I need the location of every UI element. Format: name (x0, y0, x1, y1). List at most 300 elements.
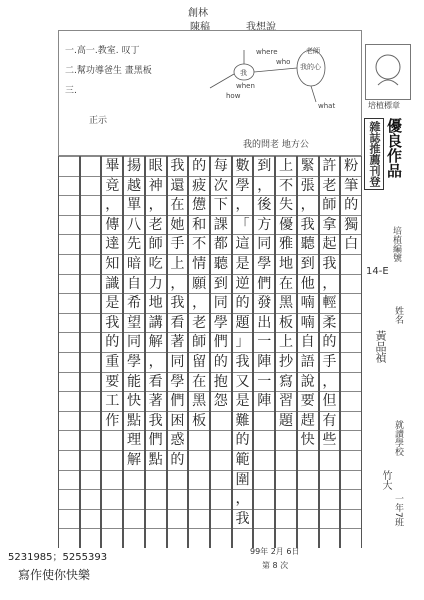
grid-cell: 我 (168, 293, 188, 313)
grid-cell: 方 (254, 215, 274, 235)
grid-cell: 是 (102, 293, 122, 313)
grid-cell: 板 (276, 313, 296, 333)
grid-cell: 題 (276, 411, 296, 431)
grid-cell: ， (146, 195, 166, 215)
grid-cell: 些 (320, 430, 340, 450)
grid-cell: 上 (276, 156, 296, 176)
grid-cell: 出 (254, 313, 274, 333)
grid-cell (81, 352, 101, 372)
grid-cell (81, 509, 101, 529)
grid-cell: 我 (233, 509, 253, 529)
grid-cell (81, 430, 101, 450)
grid-cell: 難 (233, 411, 253, 431)
grid-cell: 能 (124, 372, 144, 392)
grid-cell: 聽 (298, 234, 318, 254)
grid-cell: 不 (189, 234, 209, 254)
grid-cell: 作 (102, 411, 122, 431)
mind-map-word: 我 (240, 69, 247, 77)
grid-cell (59, 528, 79, 548)
grid-column (58, 156, 80, 548)
grid-cell: 圍 (233, 470, 253, 490)
grid-cell (59, 450, 79, 470)
grid-cell (81, 313, 101, 333)
grid-cell: ， (320, 274, 340, 294)
grid-cell (81, 215, 101, 235)
grid-cell (102, 528, 122, 548)
grid-cell: 寫 (276, 372, 296, 392)
grid-cell: ， (146, 352, 166, 372)
grid-cell: 識 (102, 274, 122, 294)
outline-aside: 正示 (89, 116, 108, 126)
grid-cell (81, 234, 101, 254)
student-number: 14-E (366, 266, 389, 277)
grid-cell: 同 (124, 332, 144, 352)
grid-cell: 但 (320, 391, 340, 411)
grid-cell (298, 509, 318, 529)
grid-cell (341, 254, 361, 274)
grid-cell: ， (233, 195, 253, 215)
grid-cell (298, 470, 318, 490)
grid-cell: 老 (146, 215, 166, 235)
grid-cell (254, 509, 274, 529)
grid-cell: 一 (254, 372, 274, 392)
grid-cell (81, 195, 101, 215)
grid-cell: 快 (298, 430, 318, 450)
grid-cell (320, 470, 340, 490)
grid-cell: 眼 (146, 156, 166, 176)
grid-cell: ， (298, 195, 318, 215)
grid-cell: 獨 (341, 215, 361, 235)
footer-date: 99年 2月 6日 (250, 547, 300, 556)
grid-cell (59, 430, 79, 450)
grid-cell: ， (254, 176, 274, 196)
grid-cell: ， (168, 274, 188, 294)
grid-cell (59, 332, 79, 352)
grid-cell: 同 (168, 352, 188, 372)
grid-cell (81, 528, 101, 548)
grid-cell: 的 (320, 332, 340, 352)
grid-cell (59, 313, 79, 333)
grid-cell (81, 450, 101, 470)
grid-cell (189, 489, 209, 509)
grid-cell: 在 (168, 195, 188, 215)
grid-cell: 看 (146, 372, 166, 392)
grid-cell (298, 489, 318, 509)
grid-cell: 自 (124, 274, 144, 294)
grid-column (210, 156, 232, 548)
grid-cell (341, 352, 361, 372)
grid-cell: 傳 (102, 215, 122, 235)
grid-cell: 她 (168, 215, 188, 235)
grid-cell (81, 391, 101, 411)
grid-cell: 看 (168, 313, 188, 333)
grid-cell: 張 (298, 176, 318, 196)
stamp-box (365, 44, 411, 100)
grid-cell: 上 (168, 254, 188, 274)
grid-cell: 達 (102, 234, 122, 254)
grid-cell: 的 (233, 293, 253, 313)
grid-column (275, 156, 297, 548)
grid-cell (341, 391, 361, 411)
grid-column (319, 156, 341, 548)
grid-cell: 他 (298, 274, 318, 294)
grid-cell (211, 411, 231, 431)
school-value: 竹大 (380, 470, 391, 490)
grid-cell: 知 (102, 254, 122, 274)
grid-cell (59, 372, 79, 392)
grid-cell: 」 (233, 332, 253, 352)
grid-cell (59, 293, 79, 313)
grid-cell: 陣 (254, 352, 274, 372)
grid-cell: 發 (254, 293, 274, 313)
grid-cell: 們 (211, 332, 231, 352)
grid-cell: 重 (102, 352, 122, 372)
grid-cell (59, 274, 79, 294)
grid-cell: 黑 (276, 293, 296, 313)
grid-cell (81, 156, 101, 176)
grid-cell: 陣 (254, 391, 274, 411)
mind-map-word: who (276, 58, 291, 66)
outline-bottom-note: 我的問老 地方公 (243, 140, 309, 150)
grid-cell: 我 (298, 215, 318, 235)
grid-cell (254, 450, 274, 470)
grid-cell (81, 274, 101, 294)
grid-cell: 師 (146, 234, 166, 254)
grid-cell (59, 411, 79, 431)
name-value: 黃品禎 (374, 330, 387, 363)
grid-cell (81, 489, 101, 509)
grid-cell: 學 (124, 352, 144, 372)
grid-cell (102, 509, 122, 529)
grid-cell: 神 (146, 176, 166, 196)
grid-cell: 理 (124, 430, 144, 450)
grid-cell: 語 (298, 352, 318, 372)
grid-cell (341, 274, 361, 294)
grid-cell: 願 (189, 274, 209, 294)
grid-cell: ， (189, 293, 209, 313)
grid-cell: 我 (168, 156, 188, 176)
grid-cell: 許 (320, 156, 340, 176)
grid-cell (189, 528, 209, 548)
grid-cell (341, 450, 361, 470)
grid-cell (298, 528, 318, 548)
grid-cell (254, 411, 274, 431)
grid-cell: 我 (320, 254, 340, 274)
grid-cell: 還 (168, 176, 188, 196)
grid-cell (168, 470, 188, 490)
grid-cell (59, 489, 79, 509)
grid-cell: 老 (189, 313, 209, 333)
grid-cell (320, 489, 340, 509)
grid-cell: 下 (211, 195, 231, 215)
award-title: 優良作品 (385, 118, 403, 178)
grid-cell (341, 489, 361, 509)
grid-cell: 同 (254, 234, 274, 254)
grid-cell: 困 (168, 411, 188, 431)
grid-cell: 解 (146, 332, 166, 352)
grid-cell: 優 (276, 215, 296, 235)
grid-cell (276, 470, 296, 490)
grid-cell: 輕 (320, 293, 340, 313)
grid-cell: 範 (233, 450, 253, 470)
grid-cell: 師 (320, 195, 340, 215)
grid-cell: 後 (254, 195, 274, 215)
grid-cell: 喃 (298, 293, 318, 313)
mind-map-word: where (256, 48, 278, 56)
grid-cell (102, 450, 122, 470)
grid-cell: 同 (211, 293, 231, 313)
grid-cell (189, 430, 209, 450)
grid-cell: 疲 (189, 176, 209, 196)
grid-cell: 拿 (320, 215, 340, 235)
grid-cell: 著 (168, 332, 188, 352)
grid-cell (81, 332, 101, 352)
grid-cell (276, 509, 296, 529)
grid-cell: 都 (211, 234, 231, 254)
grid-cell: 的 (211, 352, 231, 372)
mind-map-word: 我的心 (300, 63, 321, 71)
grid-cell (146, 528, 166, 548)
grid-cell: 一 (254, 332, 274, 352)
grid-cell: 力 (146, 274, 166, 294)
grid-cell (341, 332, 361, 352)
grid-cell (211, 528, 231, 548)
grid-cell: 地 (276, 254, 296, 274)
grid-cell: 情 (189, 254, 209, 274)
grid-cell (81, 411, 101, 431)
grid-cell: 快 (124, 391, 144, 411)
grid-cell (320, 509, 340, 529)
grid-cell (211, 470, 231, 490)
grid-cell (124, 528, 144, 548)
grid-cell: 在 (276, 274, 296, 294)
grade-value: 一年7班 (393, 494, 403, 527)
grid-cell: 的 (189, 156, 209, 176)
grid-cell (81, 176, 101, 196)
grid-cell (298, 450, 318, 470)
grid-cell: 學 (233, 176, 253, 196)
grid-cell: 次 (211, 176, 231, 196)
grid-cell: 白 (341, 234, 361, 254)
grid-cell (189, 450, 209, 470)
grid-cell (168, 489, 188, 509)
grid-cell (341, 430, 361, 450)
grid-cell: 希 (124, 293, 144, 313)
grid-cell: 課 (211, 215, 231, 235)
grid-cell (254, 470, 274, 490)
grid-cell: 到 (298, 254, 318, 274)
grid-cell: 要 (102, 372, 122, 392)
grid-cell: 粉 (341, 156, 361, 176)
grid-cell: 老 (320, 176, 340, 196)
grid-cell: 這 (233, 234, 253, 254)
grid-cell: 逆 (233, 274, 253, 294)
grid-cell: 到 (254, 156, 274, 176)
grid-cell (124, 509, 144, 529)
grid-cell (102, 470, 122, 490)
grid-cell (59, 254, 79, 274)
grid-cell: ， (102, 195, 122, 215)
grid-cell: 說 (298, 372, 318, 392)
grid-cell: 的 (233, 430, 253, 450)
mind-map (196, 40, 346, 120)
grid-cell (124, 489, 144, 509)
grid-column (188, 156, 210, 548)
grid-cell (276, 450, 296, 470)
outline-line-1: 一.高一.教室. 叹丁 (65, 46, 140, 56)
grid-cell (341, 528, 361, 548)
grid-cell (146, 509, 166, 529)
grid-cell (211, 430, 231, 450)
grid-cell (341, 509, 361, 529)
grid-cell (81, 293, 101, 313)
grid-column (340, 156, 362, 548)
grid-cell (81, 254, 101, 274)
grid-column (297, 156, 319, 548)
grid-cell: 學 (211, 313, 231, 333)
grid-column (253, 156, 275, 548)
grid-cell: 在 (189, 372, 209, 392)
grid-cell (124, 470, 144, 490)
grid-cell (341, 313, 361, 333)
grid-cell: 筆 (341, 176, 361, 196)
grid-cell: 點 (124, 411, 144, 431)
grid-cell: 抱 (211, 372, 231, 392)
grid-cell: 要 (298, 391, 318, 411)
grid-cell: 數 (233, 156, 253, 176)
grid-cell: 到 (211, 274, 231, 294)
grid-cell (320, 450, 340, 470)
footer-issue: 第 8 次 (262, 561, 289, 570)
grid-cell (168, 528, 188, 548)
grid-cell: 失 (276, 195, 296, 215)
grid-cell: 手 (320, 352, 340, 372)
outline-line-3: 三. (65, 86, 77, 96)
student-number-label: 培植編號 (391, 226, 401, 262)
grid-cell (59, 470, 79, 490)
grid-cell: 我 (233, 352, 253, 372)
grid-cell: 惑 (168, 430, 188, 450)
grid-cell (341, 470, 361, 490)
stamp-title-text: 培植標章 (368, 101, 400, 110)
grid-cell: 暗 (124, 254, 144, 274)
grid-cell: 留 (189, 352, 209, 372)
grid-cell: 手 (168, 234, 188, 254)
mind-map-word: what (318, 102, 336, 110)
grid-cell: 抄 (276, 352, 296, 372)
grid-cell (59, 352, 79, 372)
grid-cell: 上 (276, 332, 296, 352)
grid-cell (59, 195, 79, 215)
school-label: 就讀學校 (393, 420, 403, 456)
grid-cell: 憊 (189, 195, 209, 215)
grid-cell: 喃 (298, 313, 318, 333)
grid-cell: 竟 (102, 176, 122, 196)
grid-cell: 板 (189, 411, 209, 431)
grid-cell: ， (320, 372, 340, 392)
grid-cell (276, 430, 296, 450)
grid-cell: 趕 (298, 411, 318, 431)
grid-column (167, 156, 189, 548)
grid-cell: 學 (254, 254, 274, 274)
grid-cell (254, 430, 274, 450)
grid-cell: 緊 (298, 156, 318, 176)
grid-cell (341, 372, 361, 392)
grid-cell: 我 (146, 411, 166, 431)
grid-cell (254, 489, 274, 509)
grid-cell: 先 (124, 234, 144, 254)
grid-cell: 們 (146, 430, 166, 450)
grid-cell: ， (233, 489, 253, 509)
grid-cell: 我 (102, 313, 122, 333)
stamp-illustration (366, 45, 410, 99)
publish-label: 雜誌推薦刊登 (364, 118, 384, 190)
grid-cell: 習 (276, 391, 296, 411)
grid-cell: 的 (102, 332, 122, 352)
name-label: 姓名 (393, 306, 403, 324)
grid-cell (59, 215, 79, 235)
grid-cell (59, 234, 79, 254)
grid-cell: 師 (189, 332, 209, 352)
grid-cell: 雅 (276, 234, 296, 254)
grid-cell: 起 (320, 234, 340, 254)
grid-cell: 的 (341, 195, 361, 215)
footer-phone: 5231985；5255393 (8, 552, 108, 563)
outline-line-2: 二.幫功導爸生 畫黑板 (65, 66, 152, 76)
grid-cell: 們 (168, 391, 188, 411)
grid-cell (276, 489, 296, 509)
mind-map-word: when (236, 82, 255, 90)
grid-column (145, 156, 167, 548)
grid-cell (189, 509, 209, 529)
grid-cell (81, 372, 101, 392)
grid-cell: 每 (211, 156, 231, 176)
grid-cell: 怨 (211, 391, 231, 411)
grid-cell (102, 489, 122, 509)
grid-cell: 是 (233, 391, 253, 411)
grid-column (101, 156, 123, 548)
grid-cell (341, 411, 361, 431)
grid-cell: 解 (124, 450, 144, 470)
grid-cell: 望 (124, 313, 144, 333)
grid-cell (146, 489, 166, 509)
grid-cell: 揚 (124, 156, 144, 176)
composition-grid (58, 156, 362, 548)
grid-cell: 學 (168, 372, 188, 392)
header-note: 我想說 (246, 22, 276, 33)
grid-cell: 點 (146, 450, 166, 470)
grid-cell: 有 (320, 411, 340, 431)
grid-cell (320, 528, 340, 548)
grid-cell (189, 470, 209, 490)
grid-cell (59, 509, 79, 529)
grid-cell: 又 (233, 372, 253, 392)
grid-cell (59, 391, 79, 411)
grid-cell: 是 (233, 254, 253, 274)
grid-cell (211, 509, 231, 529)
header-mark-1: 創林 (188, 8, 208, 19)
grid-cell: 不 (276, 176, 296, 196)
grid-column (123, 156, 145, 548)
grid-cell: 們 (254, 274, 274, 294)
grid-cell: 的 (168, 450, 188, 470)
grid-cell: 自 (298, 332, 318, 352)
grid-cell (211, 489, 231, 509)
grid-cell: 單 (124, 195, 144, 215)
mind-map-word: 老師 (306, 47, 320, 55)
grid-cell (59, 156, 79, 176)
grid-cell (59, 176, 79, 196)
